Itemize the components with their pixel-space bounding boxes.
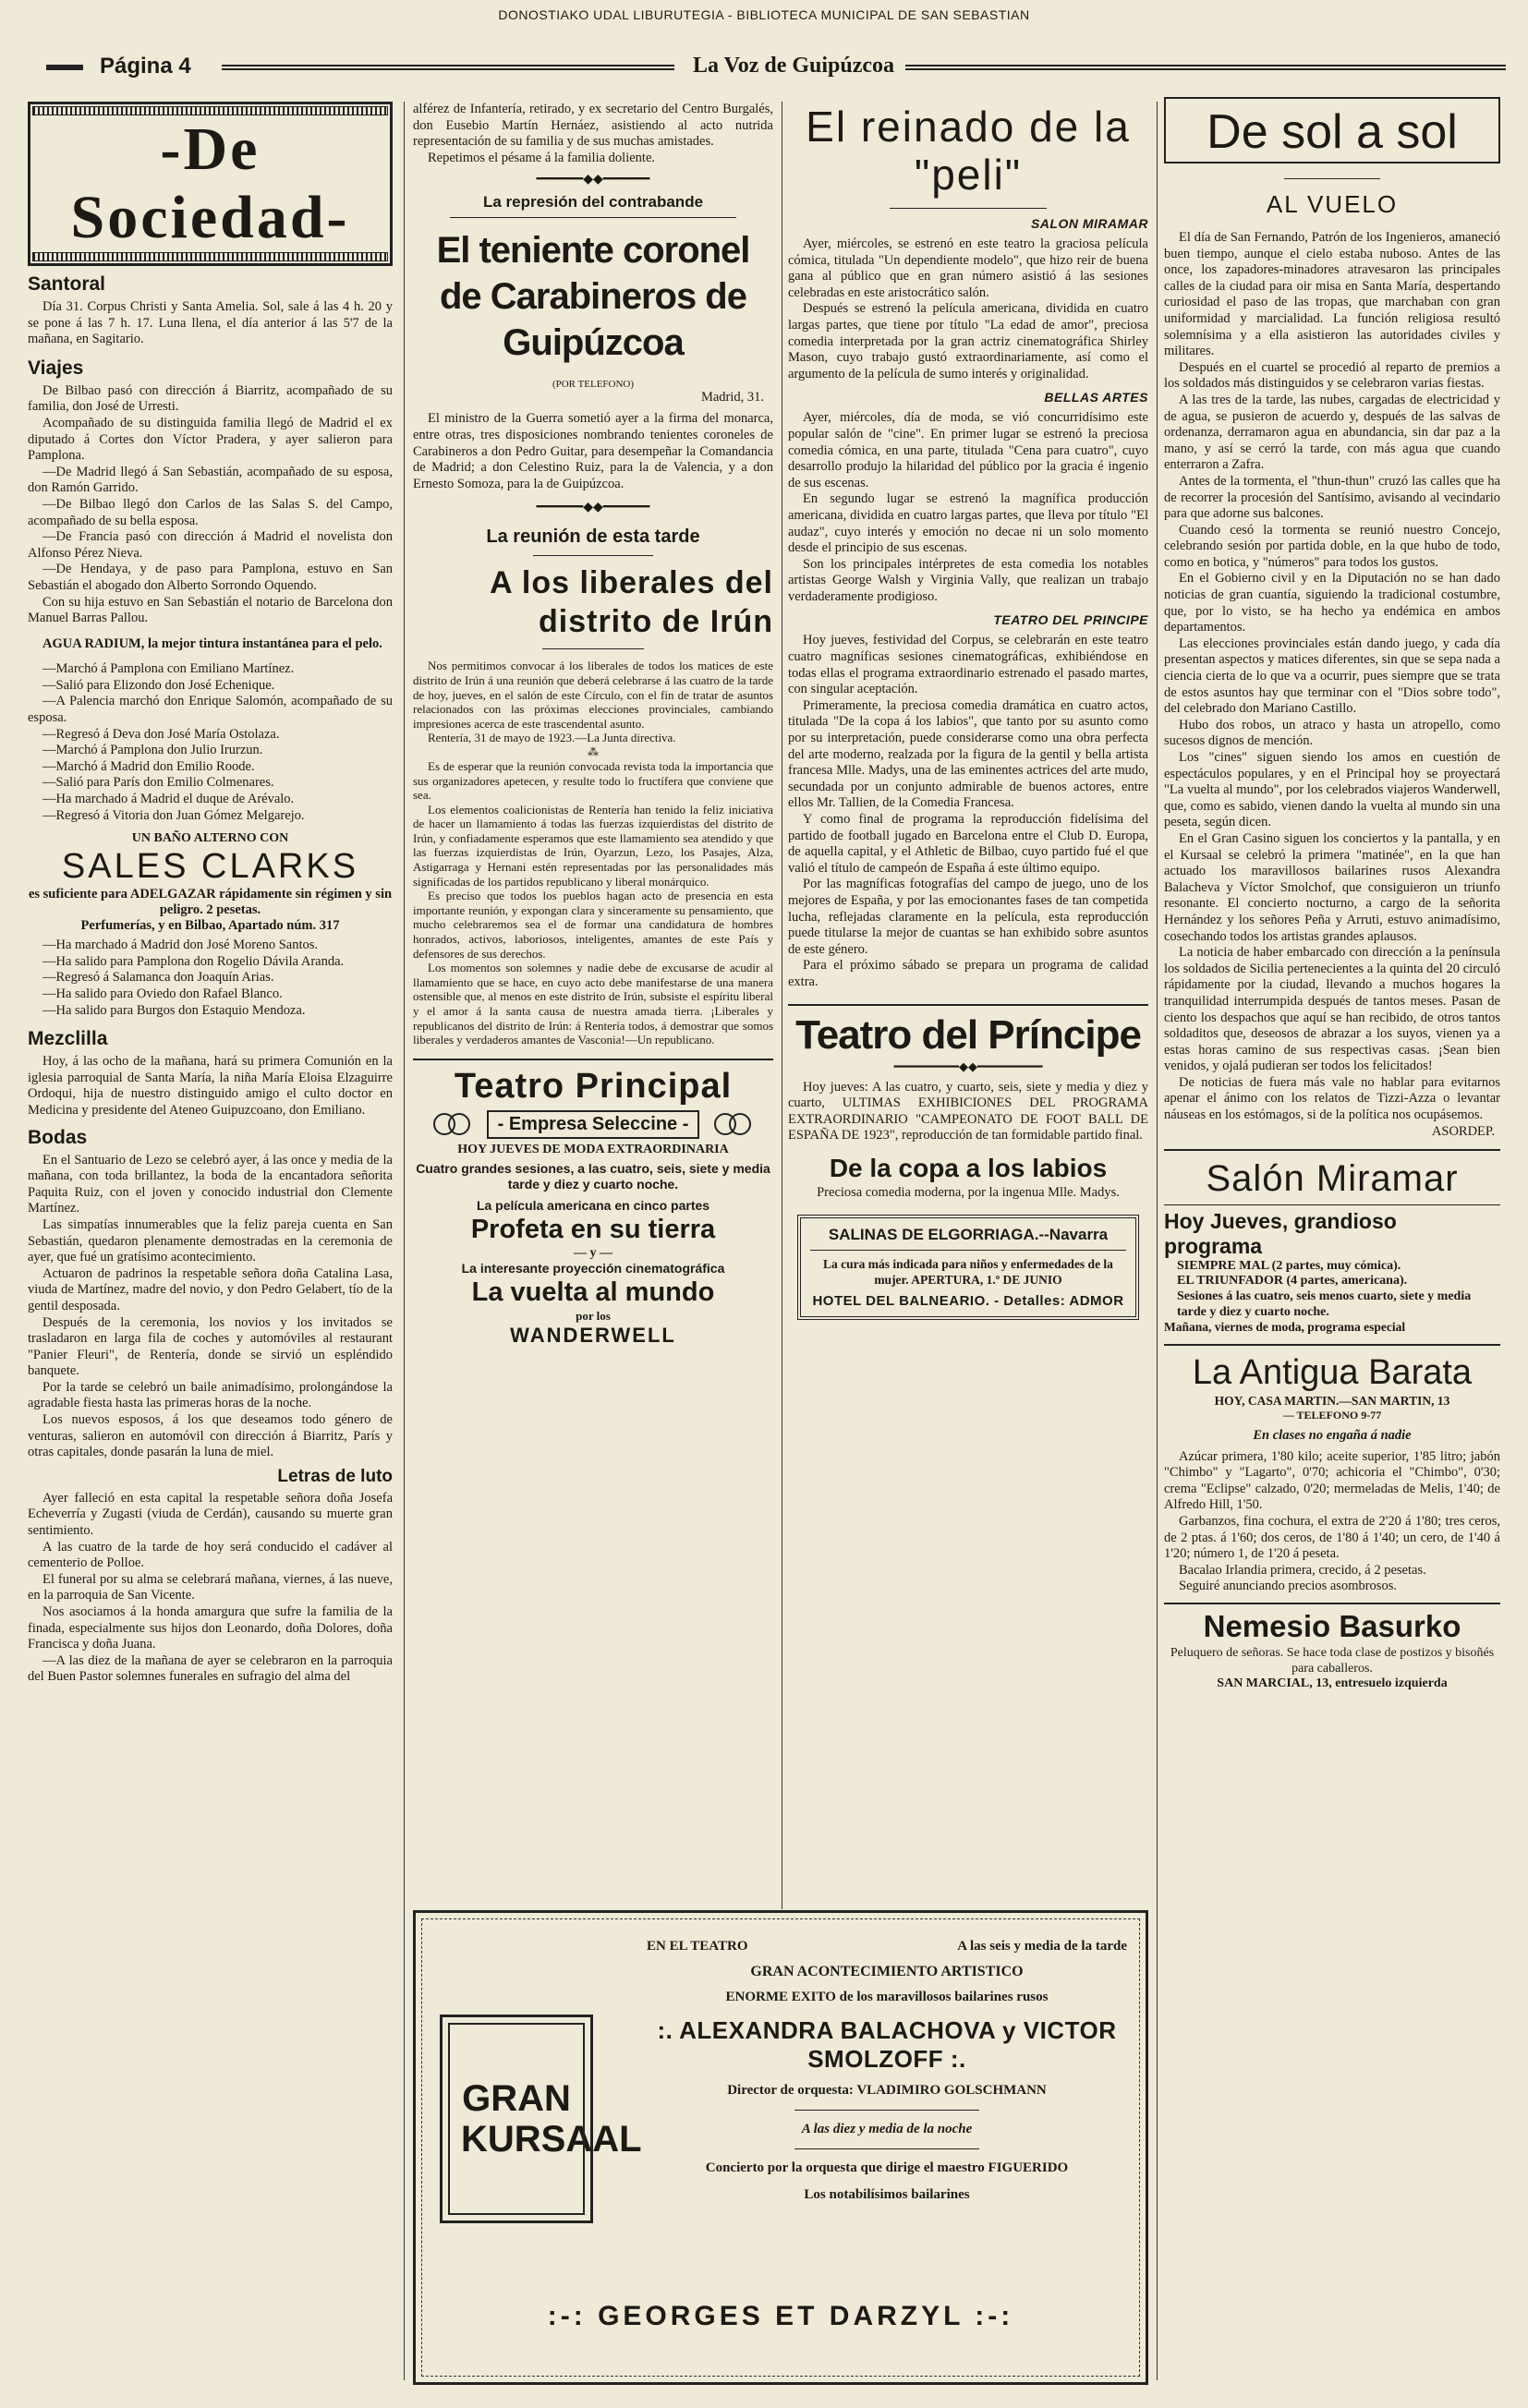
paragraph: —De Hendaya, y de paso para Pamplona, estuvo en San Sebastián el abogado don Alberto Sorrondo Oquendo. — [28, 562, 393, 593]
paragraph: En el Gobierno civil y en la Diputación no se han dado noticias de gran cuantía, siguiendo la tradicional costumbre, que, por lo visto, se ha hecho ya endémica en ambos departamentos. — [1164, 571, 1500, 635]
advert-text: En clases no engaña á nadie — [1253, 1427, 1412, 1443]
paragraph: Antes de la tormenta, el "thun-thun" cruzó las calles que ha de recorrer la procesión del Santísimo, avisando al vecindario para que adorne sus balcones. — [1164, 473, 1500, 522]
newspaper-name: La Voz de Guipúzcoa — [693, 54, 895, 78]
paragraph: Por las magníficas fotografías del campo de juego, uno de los mejores de España, y por las emocionantes fases de tan competida lucha, reflejadas claramente en la película, esta reproducción puede titularse la mejor de cuantas se han exhibido sobre asuntos de este género. — [788, 877, 1148, 957]
advert-salinas — [797, 1215, 1139, 1320]
paragraph: En el Gran Casino siguen los conciertos y la pantalla, y en el Kursaal se celebró la primera "matinée", en la que han actuado los maravillosos bailarines rusos Alexandra Balacheva y Víctor Smolchof, que consiguieron un triunfo resonante. El concierto nocturno, a cargo de la señorita Hernández y los señores Peña y Arruti, estuvo animadísimo, cosechando todos los artistas grandes aplausos. — [1164, 830, 1500, 944]
paragraph: La noticia de haber embarcado con dirección a la península los soldados de Sicilia pertenecientes a la quinta del 20 circuló rápidamente por la ciudad, llevando a muchos hogares la tranquilidad interrumpida después de tantos meses. Pasan de ciento los despachos que aquí se han recibido, de otros tantos soldaditos que, deseosos de abrazar a los suyos, vienen ya a estas horas camino de sus respectivas casas. ¡Sean bien venidos, y ojalá pudieran ser todos los felicitados! — [1164, 945, 1500, 1074]
advert-film-title: La vuelta al mundo — [471, 1277, 715, 1307]
subsection-title: BELLAS ARTES — [1044, 390, 1148, 405]
section-title: Bodas — [28, 1126, 88, 1148]
article-headline: El teniente coronel de Carabineros de Guipúzcoa — [436, 230, 750, 364]
column-de-sol-a-sol — [1164, 97, 1500, 1691]
advert-text: Preciosa comedia moderna, por la ingenua Mlle. Madys. — [817, 1184, 1120, 1200]
column-politica — [413, 102, 773, 1348]
paragraph: De Bilbao pasó con dirección á Biarritz, acompañado de su familia, don José de Urresti. — [28, 382, 393, 415]
paragraph: Después en el cuartel se procedió al reparto de premios a los soldados más distinguidos y se celebraron varias fiestas. — [1164, 359, 1500, 392]
article-headline: A los liberales del distrito de Irún — [490, 565, 773, 640]
advert-text: EL TRIUNFADOR (4 partes, americana). — [1177, 1273, 1408, 1288]
paragraph: Para el próximo sábado se prepara un programa de calidad extra. — [788, 958, 1148, 989]
advert-text: La película americana en cinco partes — [476, 1197, 710, 1213]
paragraph: El ministro de la Guerra sometió ayer a la firma del monarca, entre otras, tres disposiciones nombrando tenientes coroneles de Carabineros a don Pedro Guitar, para desempeñar la Comandancia de Madrid; a don Celestino Ruiz, para la de Valencia, y a don Ernesto Somoza, para la de Guipúzcoa. — [413, 411, 773, 491]
masthead-rule-mid — [222, 65, 674, 72]
paragraph: Nos permitimos convocar á los liberales de todos los matices de este distrito de Irún á una reunión que deberá celebrarse á las cuatro de la tarde de hoy, jueves, en el salón de este Círculo, con el fin de tratar de asuntos relacionados con las próximas elecciones provinciales, cambiando impresiones acerca de este trascendental asunto. — [413, 659, 773, 731]
ornament-rings-icon — [430, 1110, 476, 1138]
advert-sales-clarks — [28, 831, 393, 934]
advert-text: HOTEL DEL BALNEARIO. - Detalles: ADMOR — [812, 1292, 1124, 1309]
ornament-rings-icon — [710, 1110, 757, 1138]
paragraph: Primeramente, la preciosa comedia dramática en cuatro actos, titulada "De la copa á los labios", que tanto por su asunto como por su interpretación, puede considerarse como una obra perfecta del arte moderno, realzada por la figura de la gentil y bella artista francesa Mlle. Madys, una de las eminentes actrices del arte mudo, secundada por un conjunto admirable de buenos actores, entre ellos Mr. Tallien, de la Comedia Francesa. — [788, 697, 1148, 811]
paragraph: Ayer, miércoles, se estrenó en este teatro la graciosa película cómica, titulada "Un dependiente modelo", que hizo reir de buena gana al público que en gran número asistió á las sesiones celebradas en este aristocrático salón. — [788, 236, 1148, 300]
paragraph: Acompañado de su distinguida familia llegó de Madrid el ex diputado á Cortes don Víctor Pradera, y ayer salieron para Pamplona. — [28, 415, 393, 464]
paragraph: Hoy, á las ocho de la mañana, hará su primera Comunión en la iglesia parroquial de Santa María, la niña María Eloisa Elzaguirre Ordoqui, hija de nuestro distinguido amigo el culto doctor en Medicina y presidente del Ateneo Guipuzcoano, don Emiliano. — [28, 1054, 393, 1118]
advert-film-title: Profeta en su tierra — [470, 1214, 716, 1244]
subsection-title: SALON MIRAMAR — [1030, 216, 1148, 231]
advert-text: EN EL TEATRO — [647, 1939, 748, 1954]
paragraph: Después se estrenó la película americana, dividida en cuatro largas partes, que tiene por título "La edad de amor", preciosa comedia interpretada por la gran actriz cinematográfica Shirley Mason, cuyo trabajo gustó extraordinariamente, así como el argumento de la película de sumo interés y originalidad. — [788, 301, 1148, 381]
advert-title: Teatro del Príncipe — [795, 1011, 1141, 1058]
advert-teatro-principal — [413, 1059, 773, 1348]
advert-antigua-barata — [1164, 1344, 1500, 1595]
kursaal-logo: GRAN KURSAAL — [440, 2015, 593, 2223]
section-title: Mezclilla — [28, 1028, 108, 1050]
paragraph: Los "cines" siguen siendo los amos en cuestión de espectáculos populares, y en el Principal hoy se proyectará "La vuelta al mundo", por los celebrados viajeros Wanderwell, que, como es sabido, vienen dando la vuelta al mundo sin una peseta, según dicen. — [1164, 750, 1500, 830]
advert-empresa: - Empresa Seleccine - — [487, 1110, 700, 1139]
paragraph: —De Madrid llegó á San Sebastián, acompañado de su esposa, don Ramón Garrido. — [28, 464, 393, 496]
advert-text: A las diez y media de la noche — [801, 2122, 973, 2136]
advert-radium: AGUA RADIUM, la mejor tintura instantánea para el pelo. — [42, 635, 382, 651]
paragraph: Bacalao Irlandia primera, crecido, á 2 pesetas. — [1179, 1562, 1426, 1578]
advert-text: Director de orquesta: VLADIMIRO GOLSCHMANN — [727, 2083, 1047, 2098]
advert-text: por los — [576, 1308, 611, 1323]
paragraph: —Ha marchado á Madrid el duque de Arévalo. — [42, 792, 295, 807]
advert-subtitle: Hoy Jueves, grandioso programa — [1164, 1204, 1500, 1259]
paragraph: Hubo dos robos, un atraco y hasta un atropello, como sucesos dignos de mención. — [1164, 717, 1500, 749]
advert-text: Concierto por la orquesta que dirige el maestro FIGUERIDO — [705, 2160, 1069, 2175]
advert-text: Peluquero de señoras. Se hace toda clase de postizos y bisoñés para caballeros. — [1170, 1646, 1495, 1676]
paragraph: El día de San Fernando, Patrón de los Ingenieros, amaneció buen tiempo, aunque el cielo estaba nuboso. Antes de las once, los zapadores-minadores atravesaron las principales calles de la ciudad para oir misa en Santa María, despertando curiosidad el paso de las tropas, que marchaban con gran uniformidad y marcialidad. La función religiosa resultó solemnísima y a ella asistieron las autoridades civiles y militares. — [1164, 230, 1500, 359]
de-sol-a-sol-headline: De sol a sol — [1207, 105, 1458, 159]
paragraph: Por la tarde se celebró un baile animadísimo, prolongándose la agradable fiesta hasta las primeras horas de la noche. — [28, 1379, 393, 1411]
advert-film-title: De la copa a los labios — [829, 1153, 1108, 1182]
rule — [450, 217, 736, 218]
paragraph: Nos asociamos á la honda amargura que sufre la familia de la finada, especialmente sus hijos don Leonardo, doña Dolores, doña Francisca y doña Juana. — [28, 1604, 393, 1652]
paragraph: Es de esperar que la reunión convocada revista toda la importancia que sus organizadores apetecen, y resulte todo lo fructífera que conviene que sea. — [413, 758, 773, 803]
paragraph: Las simpatías innumerables que la feliz pareja cuenta en San Sebastián, quedaron plenamente demostradas en la ceremonia de ayer, que fué un gratísimo acontecimiento. — [28, 1216, 393, 1265]
advert-text: La cura más indicada para niños y enfermedades de la mujer. APERTURA, 1.º DE JUNIO — [823, 1256, 1113, 1287]
masthead-rule-left — [46, 65, 83, 70]
advert-text: Mañana, viernes de moda, programa especial — [1164, 1319, 1406, 1334]
ornament-divider: ━━━━━━◆◆━━━━━━ — [536, 173, 650, 188]
advert-title: Salón Miramar — [1206, 1157, 1459, 1199]
advert-teatro-principe — [788, 1004, 1148, 1202]
paragraph: —Regresó á Deva don José María Ostolaza. — [42, 726, 280, 742]
paragraph: Seguiré anunciando precios asombrosos. — [1179, 1579, 1397, 1594]
byline: (POR TELEFONO) — [552, 379, 635, 391]
paragraph: —Ha salido para Oviedo don Rafael Blanco. — [42, 986, 283, 1001]
advert-nemesio-basurko — [1164, 1603, 1500, 1691]
advert-performers: :-: GEORGES ET DARZYL :-: — [547, 2301, 1014, 2331]
paragraph: —Salió para Elizondo don José Echenique. — [42, 677, 275, 693]
paragraph: En segundo lugar se estrenó la magnífica producción americana, dividida en cuatro largas partes, que lleva por título "El audaz", cuyo interés y emoción no decae ni un solo momento desde el principio de sus escenas. — [788, 491, 1148, 556]
signature: ASORDEP. — [1431, 1123, 1495, 1139]
paragraph: Repetimos el pésame á la familia doliente. — [428, 150, 656, 165]
paragraph: Es preciso que todos los pueblos hagan acto de presencia en esta importante reunión, y expongan clara y sinceramente su pensamiento, que mucho celebraremos sea el de formar una candidatura de hombres honrados, activos, laboriosos, inteligentes, amantes de este País y defensores de sus derechos. — [413, 889, 773, 961]
paragraph: Ayer, miércoles, día de moda, se vió concurridísimo este popular salón de "cine". En primer lugar se estrenó la preciosa comedia cómica, en una parte, titulada "Cena para cuatro", cuyo desarrollo produjo la hilaridad del público por la gracia é ingenio de sus escenas. — [788, 410, 1148, 490]
advert-text: es suficiente para ADELGAZAR rápidamente sin régimen y sin peligro. 2 pesetas. — [28, 887, 393, 918]
paragraph: A las tres de la tarde, las nubes, cargadas de electricidad y de agua, se pusieron de acuerdo y, después de las salvas de ordenanza, derramaron agua en abundancia, sin dar paz a la mano, y así se cerró la tarde, con más agua que cuando enterraron a Zafra. — [1164, 392, 1500, 473]
paragraph: —A Palencia marchó don Enrique Salomón, acompañado de su esposa. — [28, 694, 393, 726]
advert-text: HOY, CASA MARTIN.—SAN MARTIN, 13 — [1214, 1393, 1450, 1408]
paragraph: —Marchó á Pamplona con Emiliano Martínez. — [42, 661, 295, 677]
paragraph: Ayer falleció en esta capital la respetable señora doña Josefa Echeverría y Zugasti (viuda de Cerdán), causando su muerte gran sentimiento. — [28, 1490, 393, 1539]
advert-text: Sesiones á las cuatro, seis menos cuarto, siete y media tarde y diez y cuarto noche. — [1177, 1289, 1472, 1319]
column-divider — [1157, 102, 1158, 2380]
paragraph: —De Francia pasó con dirección á Madrid el novelista don Alfonso Pérez Nieva. — [28, 529, 393, 561]
paragraph: —De Bilbao llegó don Carlos de las Salas S. del Campo, acompañado de su bella esposa. — [28, 496, 393, 528]
paragraph: Las elecciones provinciales están dando juego, y cada día presentan aspectos y matices diferentes, sin que se sepa nada a ciencia cierta de lo que va a ocurrir, pues siempre que se trata de estos asuntos hay que terminar con el "Dios sobre todo", del celebrado don Mariano Castillo. — [1164, 635, 1500, 717]
paragraph: Son los principales intérpretes de esta comedia los notables artistas George Walsh y Virginia Vally, que realizan un trabajo verdaderamente prodigioso. — [788, 556, 1148, 604]
advert-performers: :. ALEXANDRA BALACHOVA y VICTOR SMOLZOFF :. — [657, 2016, 1117, 2073]
advert-gran-kursaal — [413, 1910, 1148, 2385]
advert-title: La Antigua Barata — [1192, 1352, 1473, 1392]
sociedad-banner — [28, 102, 393, 266]
paragraph: —Marchó á Madrid don Emilio Roode. — [42, 758, 255, 774]
subhead: AL VUELO — [1266, 190, 1399, 218]
paragraph: —Regresó á Vitoria don Juan Gómez Melgarejo. — [42, 807, 305, 823]
paragraph: —Regresó á Salamanca don Joaquín Arias. — [42, 970, 274, 986]
article-kicker: La reunión de esta tarde — [486, 526, 700, 548]
rule — [533, 555, 653, 556]
paragraph: A las cuatro de la tarde de hoy será conducido el cadáver al cementerio de Polloe. — [28, 1539, 393, 1571]
advert-text: — TELEFONO 9-77 — [1282, 1408, 1382, 1422]
advert-title: SALINAS DE ELGORRIAGA.--Navarra — [828, 1225, 1109, 1243]
column-divider — [404, 102, 405, 2380]
paragraph: Y como final de programa la reproducción fidelísima del partido de football jugado en Barcelona entre el Club D. Europa, de aquella capital, y el Athletic de Bilbao, cuyo partido fué el que valió el título de campeón de España á este último equipo. — [788, 812, 1148, 876]
rule — [890, 208, 1047, 209]
paragraph: El funeral por su alma se celebrará mañana, viernes, á las nueve, en la parroquia de San Vicente. — [28, 1571, 393, 1603]
paragraph: —Ha salido para Burgos don Estaquio Mendoza. — [42, 1002, 306, 1018]
paragraph: Los momentos son solemnes y nadie debe de excusarse de acudir al llamamiento que se hace, en cuyo acto debe manifestarse de una manera ostensible que, al menos en este distrito de Irún, subsiste el espíritu liberal y el amor á la santa causa de nuestra amada tierra. ¡Liberales y republicanos del distrito de Irún: á Rentería todos, á demostrar que somos liberales y verdaderos amantes de Vasconia!—Un republicano. — [413, 961, 773, 1047]
paragraph: Día 31. Corpus Christi y Santa Amelia. Sol, sale á las 4 h. 20 y se pone á las 7 h. 17. Luna llena, el día anterior á las 5'7 de la mañana, en Sagitario. — [28, 299, 393, 347]
section-title: Letras de luto — [277, 1466, 393, 1486]
archive-header: DONOSTIAKO UDAL LIBURUTEGIA - BIBLIOTECA MUNICIPAL DE SAN SEBASTIAN — [498, 7, 1030, 22]
paragraph: Garbanzos, fina cochura, el extra de 2'20 á 1'80; tres ceros, de 2 ptas. á 1'60; dos ceros, de 1'80 á 1'40; un cero, de 1'40 á 1'20; número 1, de 1'20 á peseta. — [1164, 1514, 1500, 1562]
paragraph: Con su hija estuvo en San Sebastián el notario de Barcelona don Manuel Barras Pallou. — [28, 594, 393, 626]
paragraph: Azúcar primera, 1'80 kilo; aceite superior, 1'85 litro; jabón "Chimbo" y "Lagarto", 0'70; achicoria el "Chimbo", 0'30; crema "Eclipse" calzado, 0'20; mermeladas de Melis, 1'40; de Alfredo Hill, 1'50. — [1164, 1448, 1500, 1513]
paragraph: Actuaron de padrinos la respetable señora doña Catalina Lasa, viuda de Martínez, madre del novio, y don Pedro Gelabert, tío de la gentil desposada. — [28, 1265, 393, 1313]
paragraph: —Salió para París don Emilio Colmenares. — [42, 775, 274, 791]
ornament-divider: ━━━━━━◆◆━━━━━━ — [536, 501, 650, 515]
advert-text: SIEMPRE MAL (2 partes, muy cómica). — [1177, 1258, 1401, 1273]
asterism-icon: ⁂ — [588, 744, 599, 758]
advert-title: SALES CLARKS — [61, 847, 359, 887]
paragraph: Los elementos coalicionistas de Rentería han tenido la feliz iniciativa de hacer un llamamiento á todas las fuerzas izquierdistas del distrito de Irún, y confiadamente esperamos que este llamamiento sea atendido y que las fuerzas izquierdistas de Irún, Oyarzun, Lezo, los Pasajes, Alza, Astigarraga y Hernani estén representadas por las personalidades más significadas de los partidos republicano y liberal monárquico. — [413, 802, 773, 889]
paragraph: —A las diez de la mañana de ayer se celebraron en la parroquia del Buen Pastor solemnes funerales en sufragio del alma del — [28, 1652, 393, 1685]
paragraph: —Ha salido para Pamplona don Rogelio Dávila Aranda. — [42, 953, 345, 969]
advert-kicker: UN BAÑO ALTERNO CON — [131, 831, 289, 846]
cine-headline: El reinado de la "peli" — [806, 103, 1131, 199]
advert-film-title: WANDERWELL — [510, 1323, 676, 1347]
advert-text: SAN MARCIAL, 13, entresuelo izquierda — [1217, 1676, 1448, 1690]
column-cine — [788, 97, 1148, 1320]
rule — [542, 648, 644, 649]
advert-text: — y — — [574, 1245, 612, 1260]
advert-salon-miramar — [1164, 1149, 1500, 1335]
paragraph: Hoy jueves, festividad del Corpus, se celebrarán en este teatro cuatro magníficas sesiones cinematográficas, exhibiéndose en todas ellas el programa extraordinario estrenado el pasado martes, con singular aceptación. — [788, 633, 1148, 697]
paragraph: Los nuevos esposos, á los que deseamos todo género de venturas, salieron en automóvil con dirección á Biarritz, París y otras capitales, donde pasarán la luna de miel. — [28, 1412, 393, 1460]
section-title: Santoral — [28, 273, 106, 295]
ornament-divider: ━━━━━━━━━◆◆━━━━━━━━━ — [893, 1059, 1043, 1073]
paragraph: Cuando cesó la tormenta se reunió nuestro Concejo, celebrando sesión por partida doble, en la que hubo de todo, como en botica, y "números" para todos los gustos. — [1164, 522, 1500, 570]
de-sol-a-sol-headline-box — [1164, 97, 1500, 163]
advert-text: Perfumerías, y en Bilbao, Apartado núm. 317 — [80, 918, 340, 934]
masthead — [46, 54, 1506, 81]
dateline: Madrid, 31. — [700, 390, 764, 405]
paragraph: Rentería, 31 de mayo de 1923.—La Junta directiva. — [428, 731, 676, 745]
advert-title: Nemesio Basurko — [1203, 1609, 1461, 1643]
advert-text: La interesante proyección cinematográfica — [461, 1260, 725, 1276]
advert-text: Hoy jueves: A las cuatro, y cuarto, seis, siete y media y diez y cuarto, ULTIMAS EXHIBICIONES DEL PROGRAMA EXTRAORDINARIO "CAMPEONATO DE FOOT BALL DE ESPAÑA DE 1923", reproducción de tan formidable partido final. — [788, 1079, 1148, 1143]
masthead-rule-right — [905, 65, 1506, 72]
advert-text: Los notabilísimos bailarines — [804, 2187, 970, 2202]
subsection-title: TEATRO DEL PRINCIPE — [993, 612, 1148, 628]
paragraph: —Marchó á Pamplona don Julio Irurzun. — [42, 743, 263, 758]
advert-text: A las seis y media de la tarde — [957, 1939, 1127, 1954]
section-title: Viajes — [28, 357, 84, 379]
paragraph: De noticias de fuera más vale no hablar para evitarnos apenar el ánimo con los relatos de Tizzi-Azza o levantar náuseas en los estómagos, si de la política nos ocupásemos. — [1164, 1074, 1500, 1123]
advert-text: HOY JUEVES DE MODA EXTRAORDINARIA — [457, 1142, 729, 1156]
column-sociedad — [28, 102, 393, 1686]
advert-title: Teatro Principal — [454, 1066, 733, 1106]
page-number: Página 4 — [100, 54, 191, 79]
article-kicker: La represión del contrabande — [482, 193, 704, 212]
advert-text: GRAN ACONTECIMIENTO ARTISTICO — [750, 1964, 1024, 1979]
advert-text: ENORME EXITO de los maravillosos bailarines rusos — [725, 1990, 1049, 2004]
paragraph: alférez de Infantería, retirado, y ex secretario del Centro Burgalés, don Eusebio Martín Hernáez, asistiendo al acto nutrida representación de su familia y de sus muchas amistades. — [413, 102, 773, 150]
paragraph: —Ha marchado á Madrid don José Moreno Santos. — [42, 938, 318, 953]
paragraph: Después de la ceremonia, los novios y los invitados se trasladaron en larga fila de coches y automóviles al restaurant "Panier Fleuri", de Rentería, donde se sirvió un espléndido banquete. — [28, 1314, 393, 1379]
sociedad-banner-title: -De Sociedad- — [70, 115, 350, 251]
advert-text: Cuatro grandes sesiones, a las cuatro, seis, siete y media tarde y diez y cuarto noche. — [416, 1160, 770, 1192]
paragraph: En el Santuario de Lezo se celebró ayer, á las once y media de la mañana, con toda brillantez, la boda de la encantadora señorita Paquita Ruiz, con el joven y conocido industrial don Clemente Martínez. — [28, 1152, 393, 1216]
